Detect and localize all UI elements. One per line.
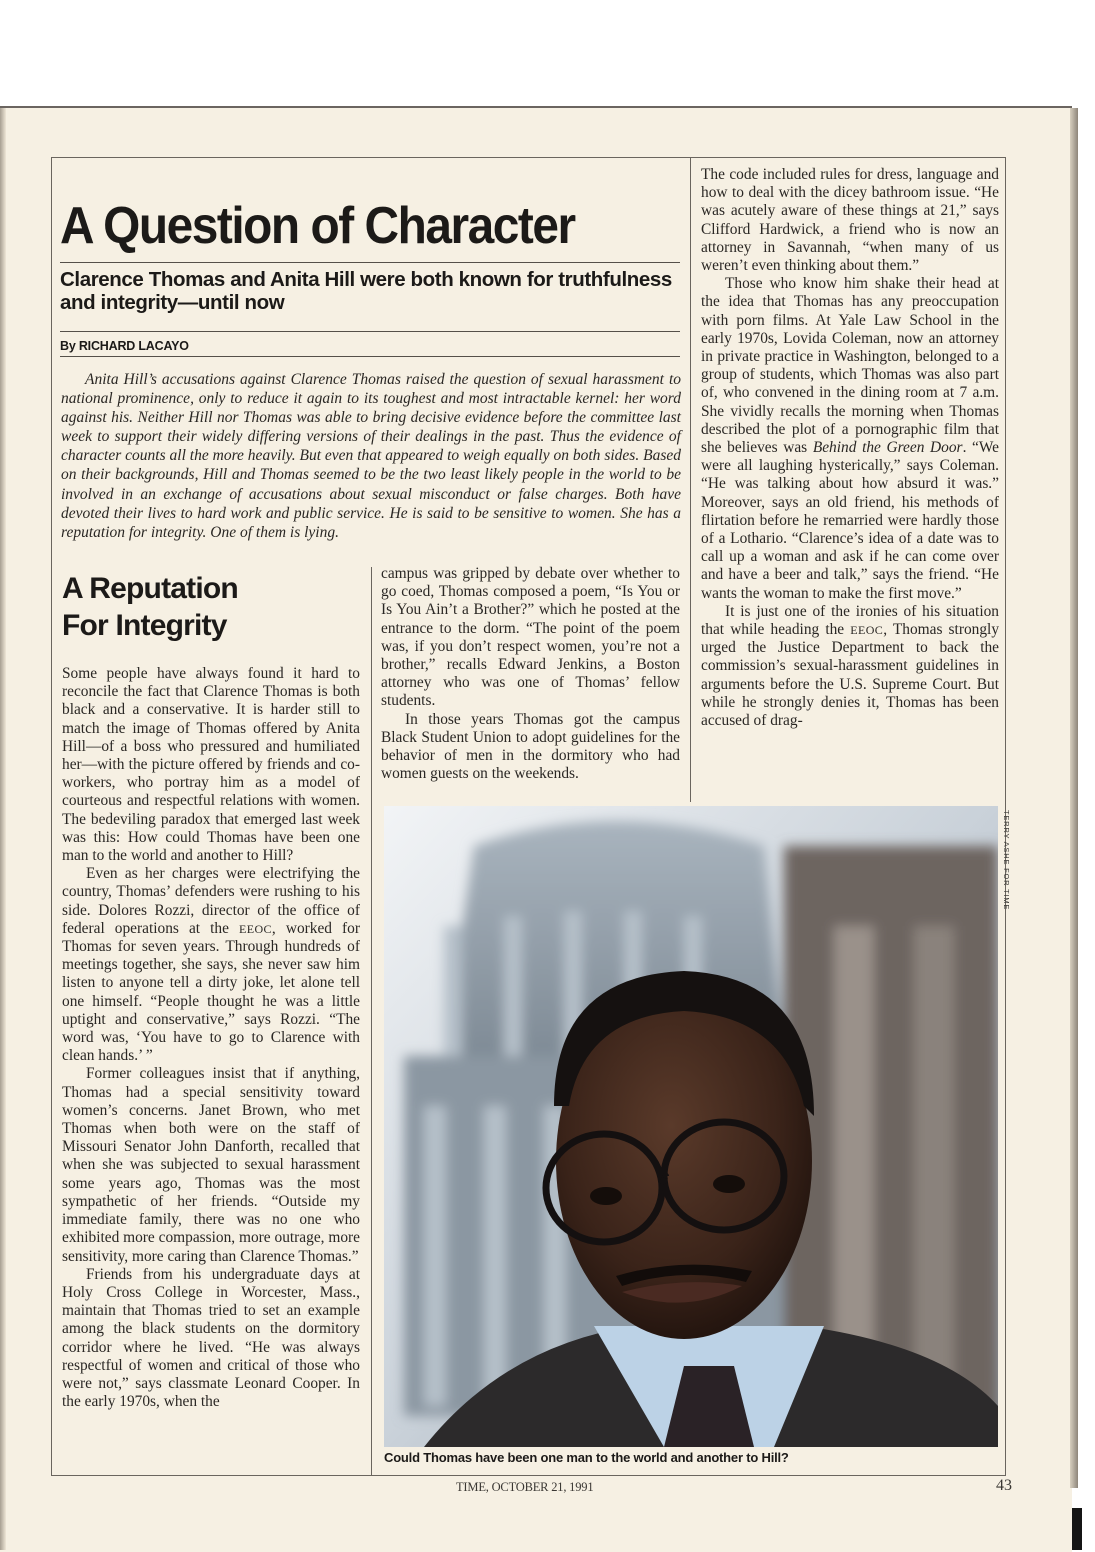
byline-author: RICHARD LACAYO xyxy=(78,339,189,353)
byline-prefix: By xyxy=(60,339,79,353)
acronym-eeoc: EEOC xyxy=(850,623,884,638)
photo-illustration xyxy=(384,806,998,1447)
byline xyxy=(60,339,189,353)
paragraph xyxy=(701,603,999,730)
subhead-line: For Integrity xyxy=(62,609,227,642)
page-right-edge xyxy=(1070,108,1078,1488)
film-title: Behind the Green Door xyxy=(812,439,963,457)
paragraph: In those years Thomas got the campus Black Student Union to adopt guidelines for the behavior of men in the dormitory who had women guests on the weekends. xyxy=(381,710,680,783)
column-3 xyxy=(701,166,999,730)
scan-edge-bar xyxy=(1072,1508,1082,1550)
footer-publication: TIME, OCTOBER 21, 1991 xyxy=(456,1480,594,1494)
text-run: Those who know him shake their head at the idea that Thomas has any preoccupation with porn films. At Yale Law School in the early 1970s, Lovida Coleman, now an attorney in private practice in Washington, belonged to a group of students, which Thomas was also part of, who convened in the dining room at 7 a.m. She vividly recalls the morning when Thomas described the plot of a pornographic film that she believes was xyxy=(701,275,999,457)
headline: A Question of Character xyxy=(60,197,575,255)
page-number: 43 xyxy=(996,1477,1012,1494)
column-divider xyxy=(690,157,691,802)
deck: Clarence Thomas and Anita Hill were both known for truthfulness and integrity—until now xyxy=(60,268,672,314)
photo-credit: TERRY ASHE FOR TIME xyxy=(1002,810,1011,911)
paragraph xyxy=(701,275,999,603)
column-2 xyxy=(381,565,680,783)
subhead-line: A Reputation xyxy=(62,572,238,605)
text-run: , worked for Thomas for seven years. Through hundreds of meetings together, she says, she never saw him listen to anyone tell a dirty joke, let alone tell one himself. “People thought he was a little uptight and conservative,” says Rozzi. “The word was, ‘You have to go to Clarence with clean hands.’ ” xyxy=(62,919,360,1065)
text-run: , Thomas strongly urged the Justice Department to back the commission’s sexual-harassment guidelines in arguments before the U.S. Supreme Court. But while he strongly denies it, Thomas has been accused of drag- xyxy=(701,621,1000,730)
photo-caption: Could Thomas have been one man to the world and another to Hill? xyxy=(384,1450,789,1465)
paragraph: Former colleagues insist that if anything, Thomas had a special sensitivity toward women’s concerns. Janet Brown, who met Thomas when both were on the staff of Missouri Senator John Danforth, recalled that when she was subjected to sexual harassment some years ago, Thomas was the most sympathetic of her friends. “Outside my immediate family, there was no one who exhibited more compassion, more outrage, more sensitivity, more caring than Clarence Thomas.” xyxy=(62,1065,360,1265)
paragraph: The code included rules for dress, language and how to deal with the dicey bathroom issue. “He was acutely aware of these things at 21,” says Clifford Hardwick, a friend who is now an attorney in Savannah, “when many of us weren’t even thinking about them.” xyxy=(701,166,999,275)
text-run: It is just one of the ironies of his situation that while heading the xyxy=(701,602,999,639)
acronym-eeoc: EEOC xyxy=(238,921,272,936)
divider-rule xyxy=(60,356,680,357)
intro-paragraph: Anita Hill’s accusations against Clarence Thomas raised the question of sexual harassment to national prominence, only to reduce it again to its toughest and most intractable kernel: her word against his. Neither Hill nor Thomas was able to bring decisive evidence before the committee last week to support their widely differing versions of their dealings in the past. Thus the evidence of character counts all the more heavily. But even that appeared to weigh equally on both sides. Based on their backgrounds, Hill and Thomas seemed to be the two least likely people in the world to be involved in an exchange of accusations about sexual misconduct or false charges. Both have devoted their lives to hard work and public service. He is said to be sensitive to women. She has a reputation for integrity. One of them is lying. xyxy=(61,371,681,541)
text-run: Even as her charges were electrifying the country, Thomas’ defenders were rushing to his side. Dolores Rozzi, director of the office of federal operations at the xyxy=(62,865,360,937)
portrait-photo xyxy=(384,806,998,1447)
paragraph xyxy=(62,865,360,1065)
subhead xyxy=(62,570,362,644)
column-divider xyxy=(371,567,372,1475)
text-run: . “We were all laughing hysterically,” says Coleman. “He was talking about how absurd it was.” Moreover, says an old friend, his methods of flirtation before he remarried were hardly those of a Lothario. “Clarence’s idea of a date was to call up a woman and ask if he can come over and have a beer and talk,” says the friend. “He wants the woman to make the first move.” xyxy=(701,439,1000,602)
paragraph: Friends from his undergraduate days at Holy Cross College in Worcester, Mass., maintain that Thomas tried to set an example among the black students on the dormitory corridor where he lived. “He was always respectful of women and critical of those who were not,” says classmate Leonard Cooper. In the early 1970s, when the xyxy=(62,1265,360,1411)
paragraph: Some people have always found it hard to reconcile the fact that Clarence Thomas is both black and a conservative. It is harder still to match the image of Thomas offered by Anita Hill—of a boss who pressured and humiliated her—with the picture offered by friends and co-workers, who portray him as a model of courteous and respectful relations with women. The bedeviling paradox that emerged last week was this: How could Thomas have been one man to the world and another to Hill? xyxy=(62,665,360,865)
paragraph: campus was gripped by debate over whether to go coed, Thomas composed a poem, “Is You or Is You Ain’t a Brother?” which he posted at the entrance to the dorm. “The point of the poem was, if you don’t respect women, you’re not a brother,” recalls Edward Jenkins, a Boston attorney who was one of Thomas’ fellow students. xyxy=(381,565,680,710)
column-1 xyxy=(62,665,360,1411)
divider-rule xyxy=(60,262,680,263)
divider-rule xyxy=(60,331,680,332)
page-left-edge xyxy=(0,108,6,1550)
